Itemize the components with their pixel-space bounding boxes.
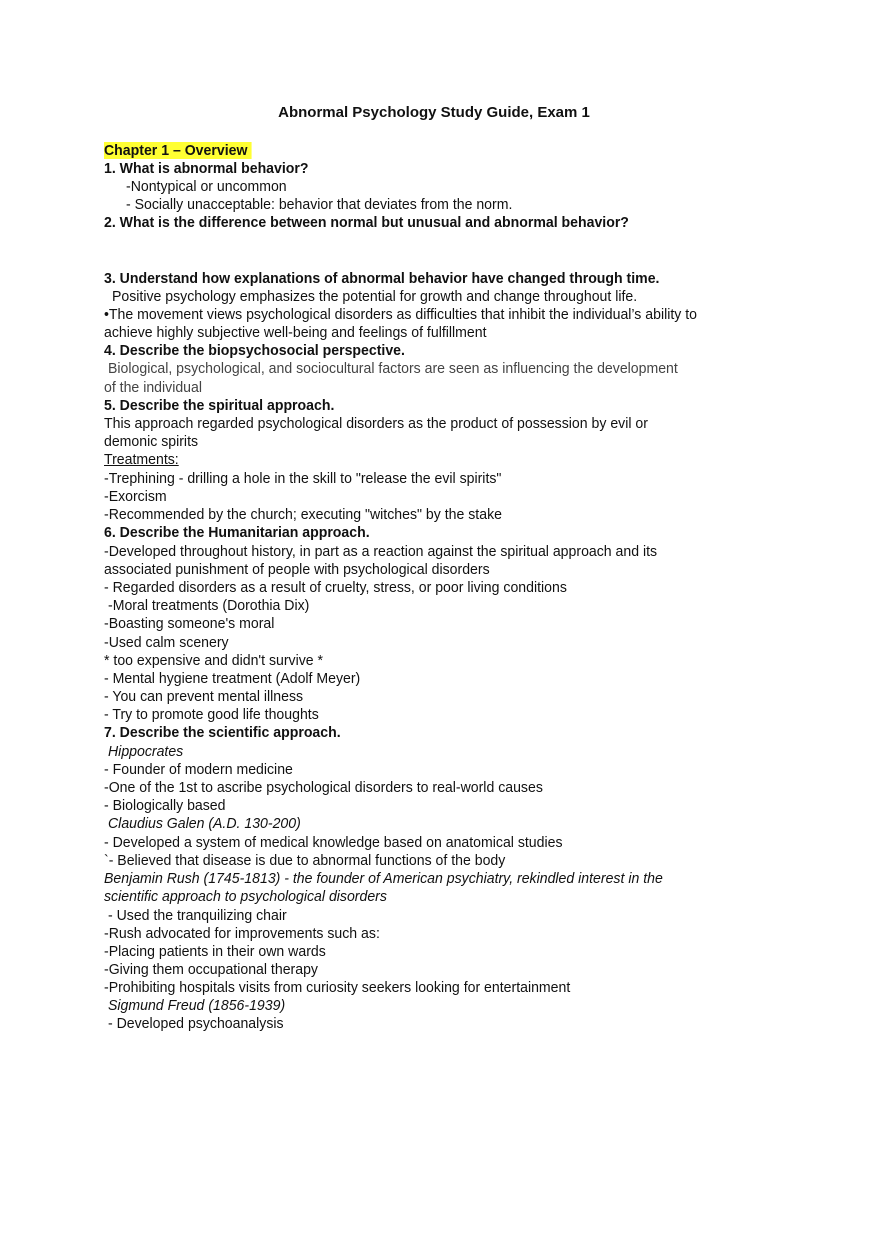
chapter-heading — [104, 142, 251, 160]
answer-line: - Try to promote good life thoughts — [104, 706, 319, 723]
question-5: 5. Describe the spiritual approach. — [104, 397, 335, 414]
answer-line: * too expensive and didn't survive * — [104, 652, 324, 669]
answer-line: Positive psychology emphasizes the potential for growth and change throughout life. — [112, 288, 638, 305]
answer-line: -Nontypical or uncommon — [126, 178, 287, 195]
question-3: 3. Understand how explanations of abnormal behavior have changed through time. — [104, 270, 660, 287]
person-heading: Sigmund Freud (1856-1939) — [108, 997, 286, 1014]
answer-line: - Biologically based — [104, 797, 226, 814]
answer-line: -Moral treatments (Dorothia Dix) — [108, 597, 310, 614]
answer-line: achieve highly subjective well-being and feelings of fulfillment — [104, 324, 487, 341]
answer-line: -Boasting someone's moral — [104, 615, 275, 632]
answer-line: - You can prevent mental illness — [104, 688, 304, 705]
answer-line: associated punishment of people with psychological disorders — [104, 561, 490, 578]
treatments-label: Treatments: — [104, 451, 179, 468]
answer-line: - Regarded disorders as a result of cruelty, stress, or poor living conditions — [104, 579, 567, 596]
answer-line: -Recommended by the church; executing "witches" by the stake — [104, 506, 502, 523]
answer-line: -Giving them occupational therapy — [104, 961, 318, 978]
answer-line: of the individual — [104, 379, 202, 396]
answer-line: -Trephining - drilling a hole in the skill to "release the evil spirits" — [104, 470, 502, 487]
document-title: Abnormal Psychology Study Guide, Exam 1 — [278, 104, 590, 121]
answer-line: •The movement views psychological disorders as difficulties that inhibit the individual’s ability to — [104, 306, 697, 323]
answer-line: - Developed a system of medical knowledge based on anatomical studies — [104, 834, 563, 851]
answer-line: -Exorcism — [104, 488, 167, 505]
answer-line: -Prohibiting hospitals visits from curiosity seekers looking for entertainment — [104, 979, 571, 996]
answer-line: -Used calm scenery — [104, 634, 229, 651]
person-heading: Hippocrates — [108, 743, 184, 760]
answer-line: - Developed psychoanalysis — [108, 1015, 284, 1032]
chapter-heading-highlight: Chapter 1 – Overview — [104, 142, 251, 159]
answer-line: demonic spirits — [104, 433, 199, 450]
answer-line: -Rush advocated for improvements such as: — [104, 925, 380, 942]
question-6: 6. Describe the Humanitarian approach. — [104, 524, 370, 541]
answer-line: `- Believed that disease is due to abnormal functions of the body — [104, 852, 506, 869]
person-heading: Benjamin Rush (1745-1813) - the founder of American psychiatry, rekindled interest in the — [104, 870, 663, 887]
answer-line: -One of the 1st to ascribe psychological disorders to real-world causes — [104, 779, 543, 796]
answer-line: -Placing patients in their own wards — [104, 943, 326, 960]
answer-line: - Used the tranquilizing chair — [108, 907, 287, 924]
question-7: 7. Describe the scientific approach. — [104, 724, 341, 741]
person-heading: Claudius Galen (A.D. 130-200) — [108, 815, 301, 832]
answer-line: - Socially unacceptable: behavior that deviates from the norm. — [126, 196, 513, 213]
person-heading: scientific approach to psychological disorders — [104, 888, 387, 905]
answer-line: This approach regarded psychological disorders as the product of possession by evil or — [104, 415, 648, 432]
answer-line: Biological, psychological, and sociocultural factors are seen as influencing the development — [108, 360, 678, 377]
question-4: 4. Describe the biopsychosocial perspective. — [104, 342, 405, 359]
question-2: 2. What is the difference between normal but unusual and abnormal behavior? — [104, 214, 629, 231]
question-1: 1. What is abnormal behavior? — [104, 160, 309, 177]
answer-line: - Founder of modern medicine — [104, 761, 293, 778]
answer-line: - Mental hygiene treatment (Adolf Meyer) — [104, 670, 361, 687]
answer-line: -Developed throughout history, in part as a reaction against the spiritual approach and its — [104, 543, 658, 560]
